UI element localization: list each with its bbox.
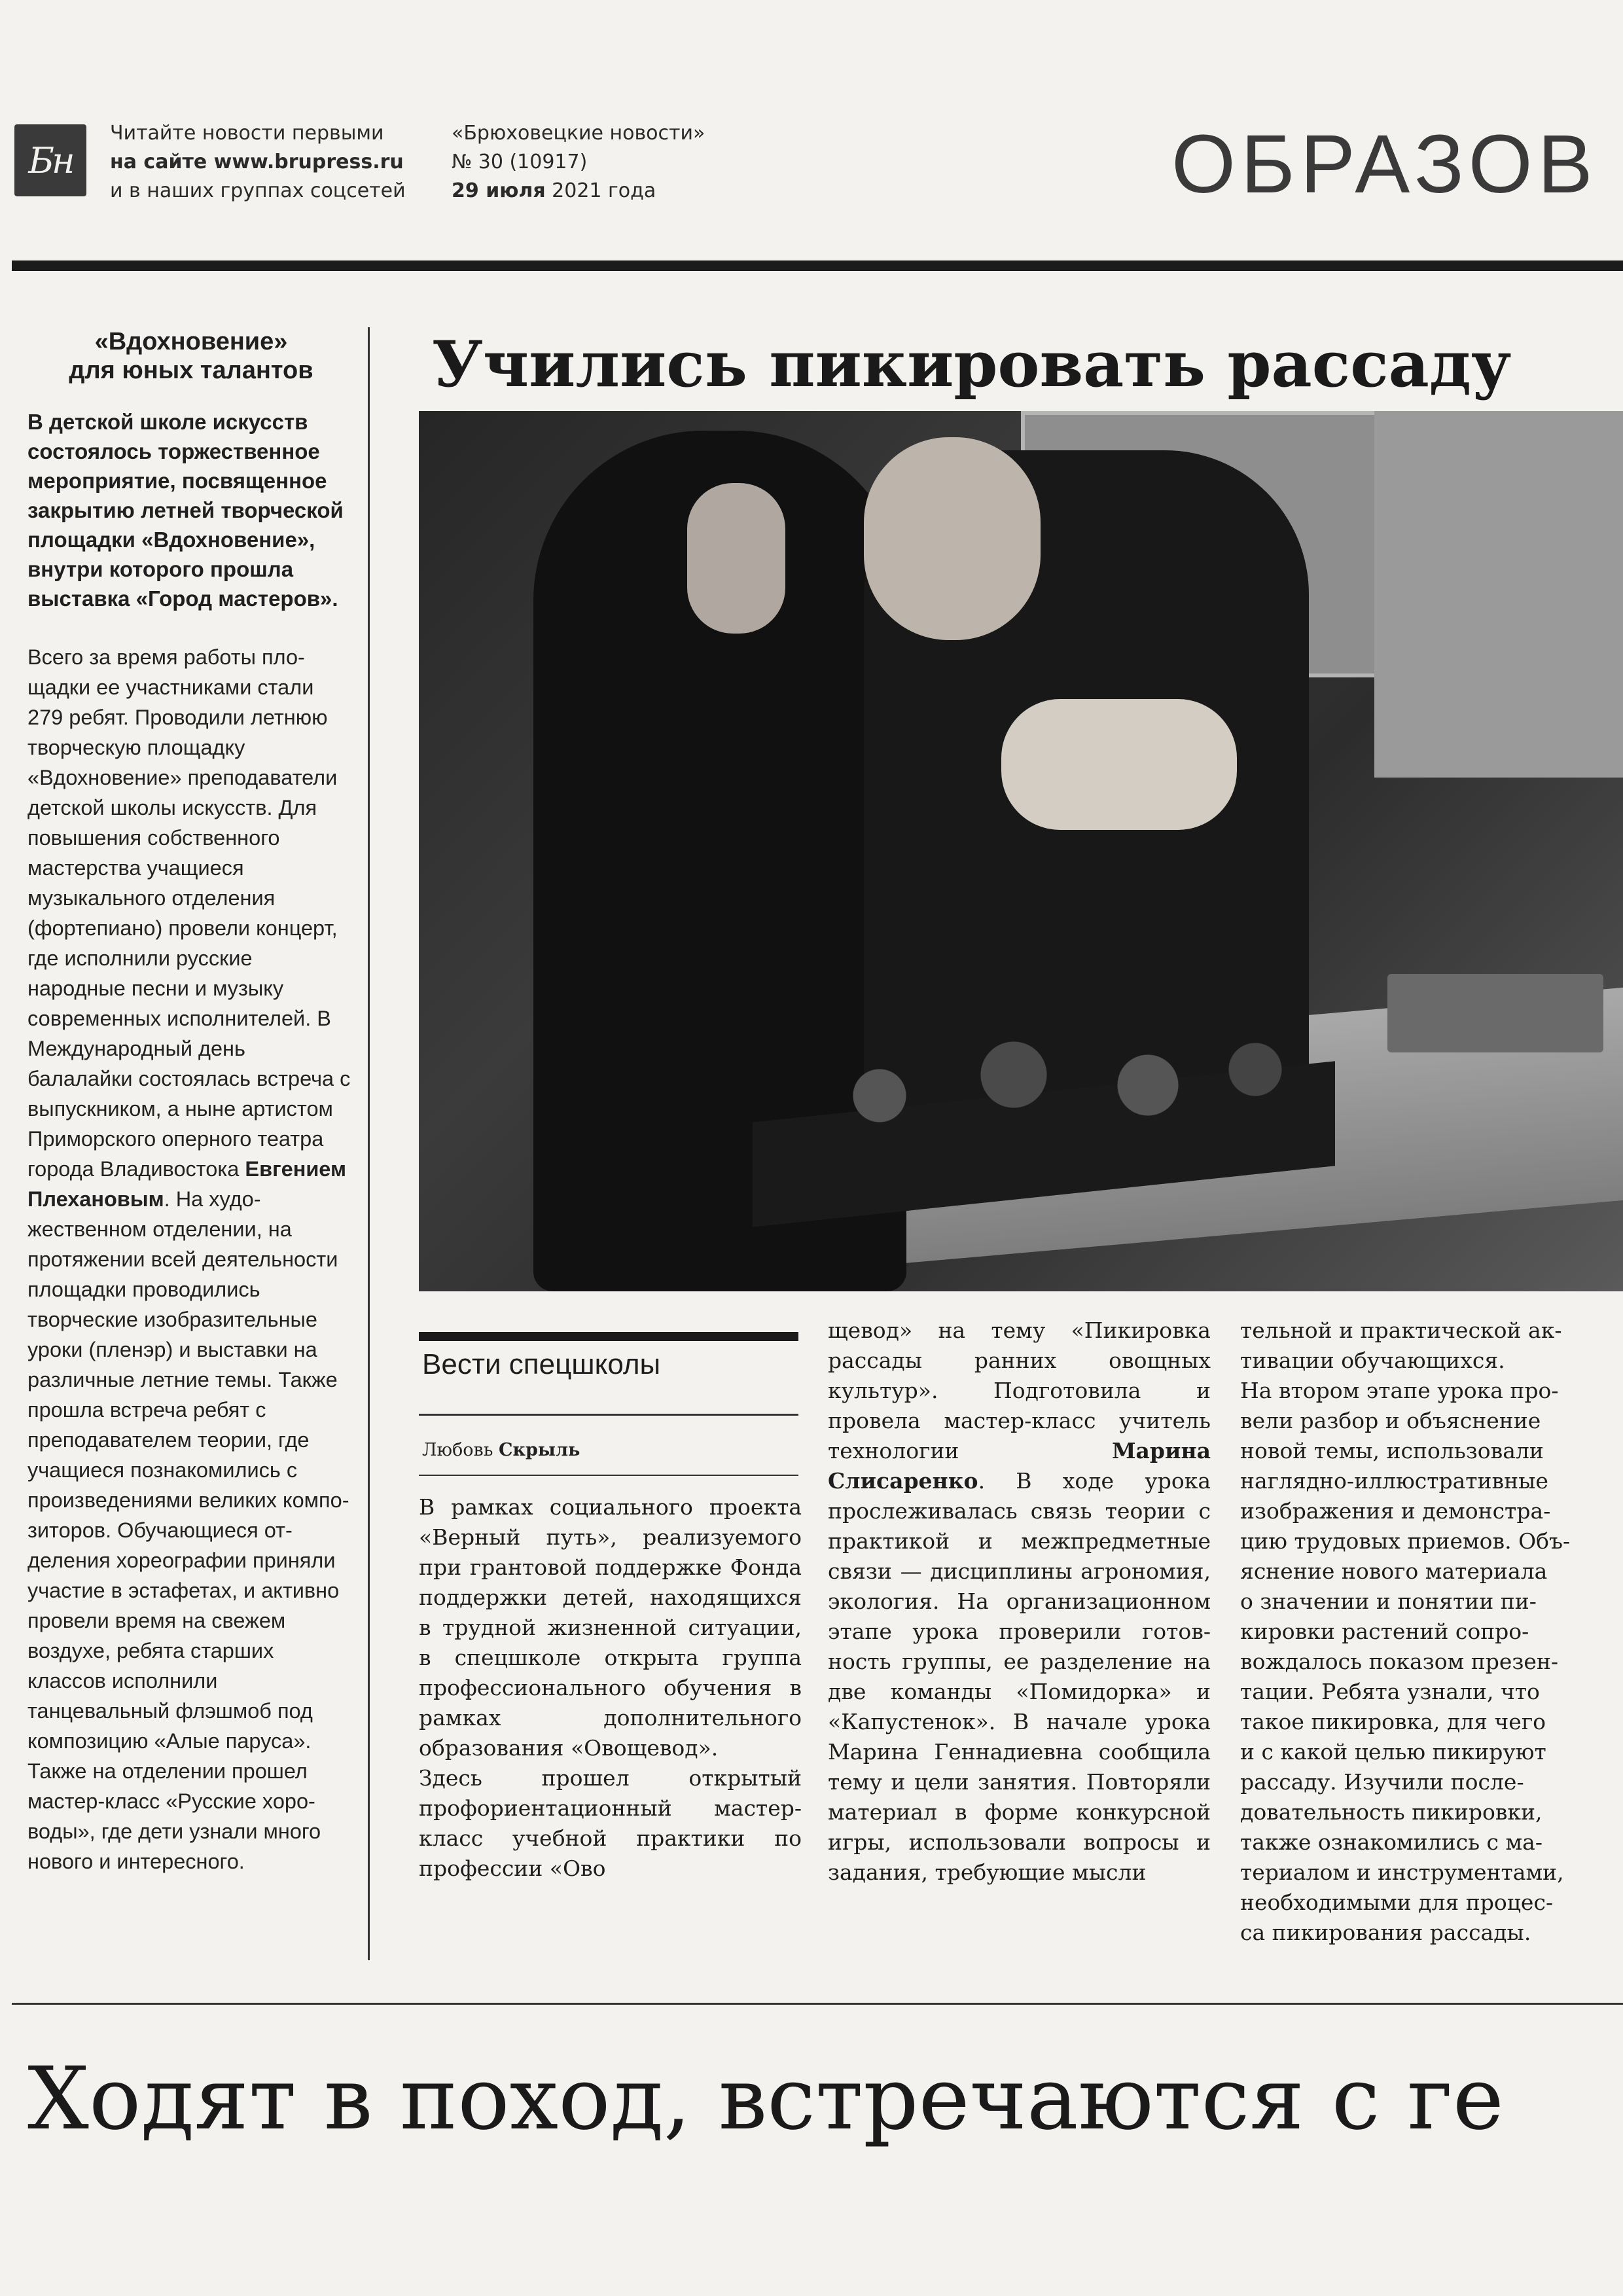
issue-date: [452, 177, 705, 206]
sidebar-body-name: Евгением Плехановым: [27, 1157, 346, 1211]
sidebar-body-part-2: . На художественном отделении, на протяжении всей деятельности площадки проводились творческие изобразительные уроки (пленэр) и выставки на различные летние темы. Также прошла встреча ребят с преподавателем теории, где учащиеся познакомились с произведениями великих композиторов. Обучающиеся отделения хореографии приняли участие в эстафетах, и активно провели время на свежем воздухе, ребята старших классов исполнили танцевальный флэшмоб под композицию «Алые паруса». Также на отделении прошел мастер-класс «Русские хороводы», где дети узнали много нового и интересного.: [27, 1187, 349, 1873]
rubric-top-rule: [419, 1332, 798, 1341]
section-title: ОБРАЗОВ: [1171, 118, 1598, 210]
article-column-2-part-1: щевод» на тему «Пикировка рассады ранних овощных культур». Подготовила и провела мастер-класс учитель технологии: [828, 1318, 1211, 1463]
sidebar-heading-line-1: «Вдохновение»: [94, 328, 288, 355]
issue-date-rest: 2021 года: [545, 179, 656, 202]
header-divider: [12, 260, 1623, 271]
article-column-1: В рамках социального проекта «Верный путь», реализуемого при грантовой поддержке Фонда поддержки детей, находящихся в трудной жизненной ситуации, в спецшколе открыта группа профессионального обучения в рамках дополнительного образования «Овощевод». Здесь прошел открытый профориентационный мастер-класс учебной практики по профессии «Ово: [419, 1494, 802, 1881]
promo-line-3: и в наших группах соцсетей: [110, 179, 406, 202]
author-rule: [419, 1475, 798, 1476]
sidebar-article: [27, 327, 355, 1876]
site-promo: [110, 119, 406, 206]
sidebar-lead: В детской школе искусств состоялось торжественное мероприятие, посвященное закрытию летней творческой площадки «Вдохновение», внутри которого прошла выставка «Город мастеров».: [27, 410, 344, 611]
issue-info: [452, 119, 705, 206]
photo-student-head: [864, 437, 1041, 640]
rubric-bottom-rule: [419, 1414, 798, 1416]
promo-line-2: на сайте www.brupress.ru: [110, 151, 404, 173]
photo-wall-poster: [1374, 411, 1623, 778]
column-divider: [368, 327, 370, 1960]
article-column-2-part-2: . В ходе урока прослеживалась связь теории с практикой и межпредметные связи — дисциплины агрономия, экология. На организационном этапе урока проверили готовность группы, ее разделение на две команды «Помидорка» и «Капустенок». В начале урока Марина Геннадиевна сообщила тему и цели занятия. Повторяли материал в форме конкурсной игры, использовали вопросы и задания, требующие мысли: [828, 1468, 1211, 1885]
author-first-name: Любовь: [422, 1440, 499, 1460]
article-headline: Учились пикировать рассаду: [432, 327, 1512, 401]
logo-text: Бн: [28, 139, 73, 181]
article-column-3: тельной и практической ак- тивации обучающихся. На втором этапе урока про- вели разбор и объяснение новой темы, использовали наглядно-иллюстративные изображения и демонстра- цию трудовых приемов. Объ- яснение нового материала о значении и понятии пи- кировки растений сопро- вождалось показом презен- тации. Ребята узнали, что такое пикировка, для чего и с какой целью пикируют рассаду. Изучили после- довательность пикировки, также ознакомились с ма- териалом и инструментами, необходимыми для процес- са пикирования рассады.: [1240, 1318, 1571, 1945]
next-article-headline: Ходят в поход, встречаются с ге: [27, 2049, 1504, 2149]
photo-seedlings: [772, 1033, 1309, 1138]
article-column-2-name: Марина Слисаренко: [828, 1438, 1211, 1494]
issue-number: № 30 (10917): [452, 151, 588, 173]
sidebar-heading: [27, 327, 355, 385]
sidebar-body: [27, 642, 355, 1876]
issue-date-bold: 29 июля: [452, 179, 546, 202]
photo-teacher-face: [687, 483, 785, 634]
sidebar-body-part-1: Всего за время работы площадки ее участниками стали 279 ребят. Проводили летнюю творческую площадку «Вдохновение» преподаватели детской школы искусств. Для повышения собственного мастерства учащиеся музыкального отделения (фортепиано) провели концерт, где исполнили русские народные песни и музыку современных исполнителей. В Международный день балалайки состоялась встреча с выпускником, а ныне артистом Приморского оперного театра города Владивостока: [27, 645, 351, 1181]
newspaper-logo: [14, 124, 86, 196]
article-photo: [419, 411, 1623, 1291]
photo-gloved-hands: [1001, 699, 1237, 830]
bottom-divider: [12, 2003, 1623, 2005]
author-last-name: Скрыль: [499, 1440, 580, 1460]
article-author: [422, 1440, 580, 1460]
photo-pots: [1387, 974, 1603, 1052]
paper-name: «Брюховецкие новости»: [452, 122, 705, 145]
promo-line-1: Читайте новости первыми: [110, 122, 384, 145]
article-rubric: Вести спецшколы: [422, 1348, 661, 1380]
sidebar-heading-line-2: для юных талантов: [69, 357, 313, 384]
article-column-2: [828, 1316, 1211, 1888]
